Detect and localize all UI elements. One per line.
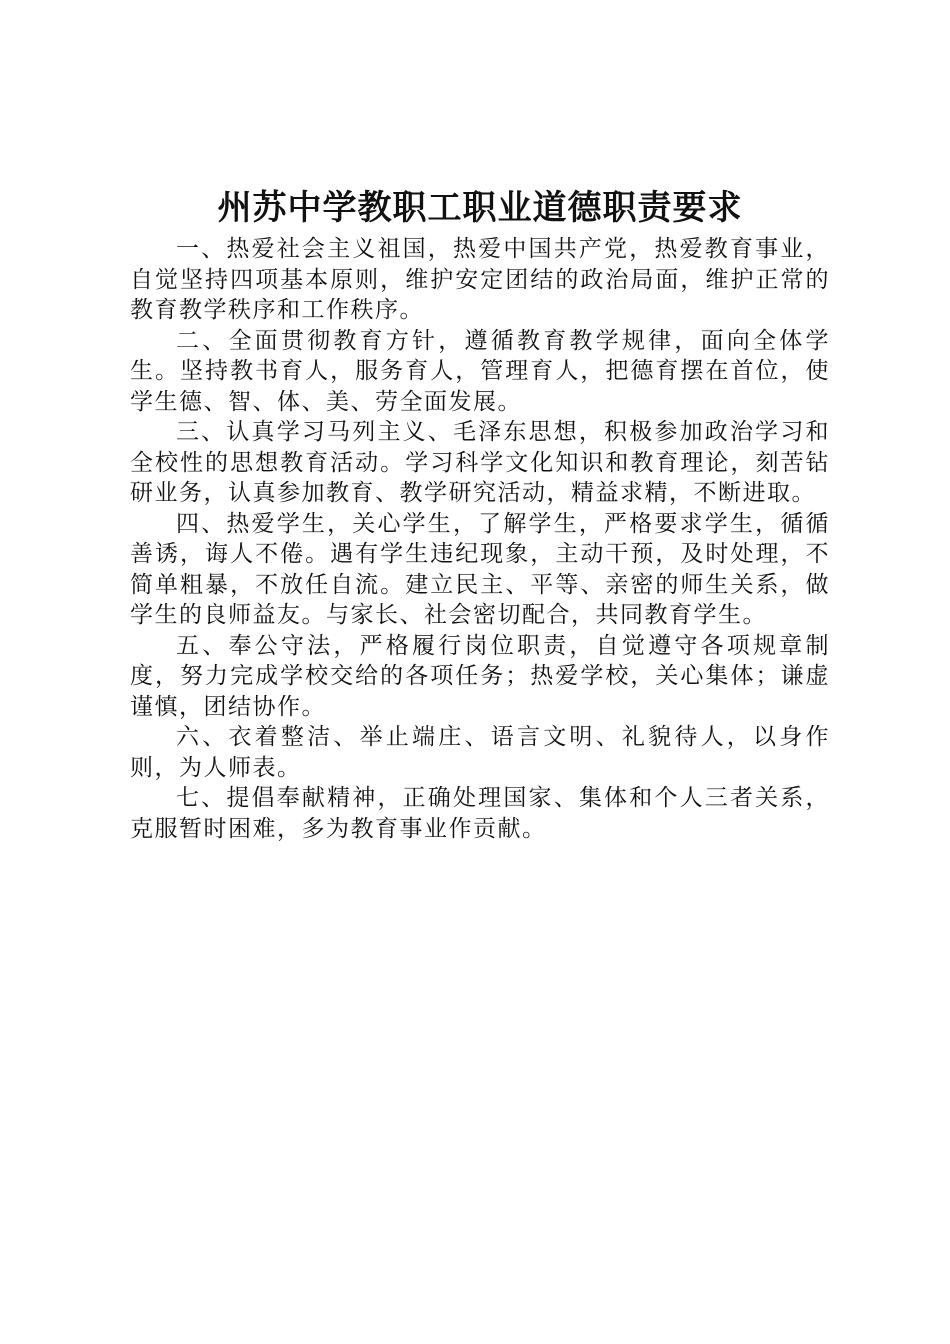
paragraph-5: 五、奉公守法，严格履行岗位职责，自觉遵守各项规章制度，努力完成学校交给的各项任务；热爱学校，关心集体；谦虚谨慎，团结协作。 [130, 632, 830, 720]
paragraph-7: 七、提倡奉献精神，正确处理国家、集体和个人三者关系，克服暂时困难，多为教育事业作贡献。 [130, 785, 830, 842]
paragraph-4: 四、热爱学生，关心学生，了解学生，严格要求学生，循循善诱，诲人不倦。遇有学生违纪现象，主动干预，及时处理，不简单粗暴，不放任自流。建立民主、平等、亲密的师生关系，做学生的良师益友。与家长、社会密切配合，共同教育学生。 [130, 510, 830, 628]
paragraph-3: 三、认真学习马列主义、毛泽东思想，积极参加政治学习和全校性的思想教育活动。学习科学文化知识和教育理论，刻苦钻研业务，认真参加教育、教学研究活动，精益求精，不断进取。 [130, 419, 830, 506]
paragraph-6: 六、衣着整洁、举止端庄、语言文明、礼貌待人，以身作则，为人师表。 [130, 724, 830, 781]
paragraph-1: 一、热爱社会主义祖国，热爱中国共产党，热爱教育事业，自觉坚持四项基本原则，维护安定团结的政治局面，维护正常的教育教学秩序和工作秩序。 [130, 236, 830, 323]
paragraph-2: 二、全面贯彻教育方针，遵循教育教学规律，面向全体学生。坚持教书育人，服务育人，管理育人，把德育摆在首位，使学生德、智、体、美、劳全面发展。 [130, 327, 830, 415]
document-page [130, 186, 830, 844]
document-title: 州苏中学教职工职业道德职责要求 [217, 188, 743, 228]
